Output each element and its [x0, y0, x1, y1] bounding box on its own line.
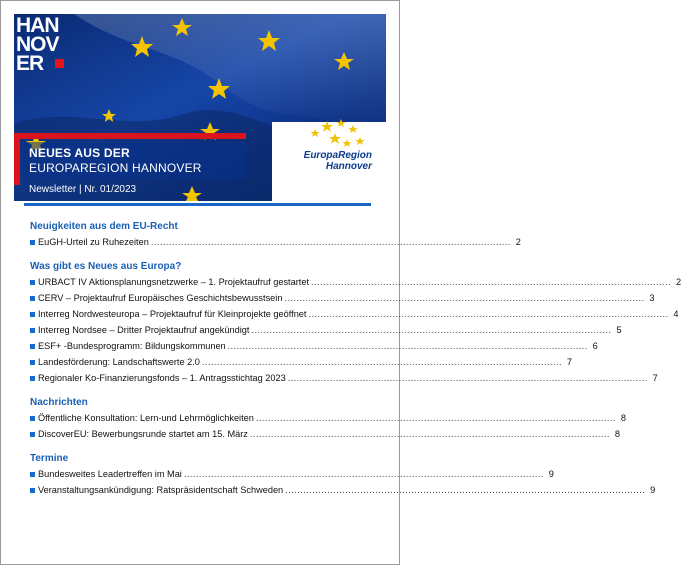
toc-entry[interactable] — [30, 410, 626, 426]
toc-entry[interactable] — [30, 234, 521, 250]
toc-entry-title: Interreg Nordwesteuropa – Projektaufruf für Kleinprojekte geöffnet — [38, 309, 307, 319]
toc-entry-page: 4 — [673, 309, 679, 319]
bullet-icon — [30, 360, 35, 365]
dot-leader: ........................................................................................................................ — [183, 469, 544, 479]
bullet-icon — [30, 312, 35, 317]
logo-line-2: NOV — [16, 33, 59, 56]
issue-bar — [14, 181, 246, 201]
toc-entry-page: 7 — [652, 373, 658, 383]
toc-entry[interactable] — [30, 290, 655, 306]
dot-leader: ........................................................................................................................ — [251, 325, 612, 335]
europaregion-logo-line-1: EuropaRegion — [303, 150, 372, 161]
dot-leader: ........................................................................................................................ — [255, 413, 616, 423]
dot-leader: ........................................................................................................................ — [227, 341, 588, 351]
dot-leader: ........................................................................................................................ — [308, 309, 669, 319]
toc-entry-page: 8 — [620, 413, 626, 423]
toc-entry-page: 9 — [548, 469, 554, 479]
toc-section-eu-recht — [30, 220, 521, 250]
section-title: Was gibt es Neues aus Europa? — [30, 261, 182, 272]
bullet-icon — [30, 296, 35, 301]
toc-entry-title: Öffentliche Konsultation: Lern-und Lehrmöglichkeiten — [38, 413, 254, 423]
toc-entry-page: 8 — [614, 429, 620, 439]
dot-leader: ........................................................................................................................ — [201, 357, 562, 367]
toc-entry-page: 5 — [616, 325, 622, 335]
toc-entry[interactable] — [30, 482, 656, 498]
toc-entry[interactable] — [30, 306, 679, 322]
bullet-icon — [30, 328, 35, 333]
dot-leader: ........................................................................................................................ — [285, 485, 646, 495]
toc-entry-page: 3 — [649, 293, 655, 303]
dot-leader: ........................................................................................................................ — [287, 373, 648, 383]
newsletter-title-line-2: EUROPAREGION HANNOVER — [29, 161, 202, 175]
table-of-contents — [30, 220, 681, 508]
toc-entry-page: 7 — [566, 357, 572, 367]
toc-entry[interactable] — [30, 322, 622, 338]
bullet-icon — [30, 472, 35, 477]
bullet-icon — [30, 488, 35, 493]
toc-entry-title: Regionaler Ko-Finanzierungsfonds – 1. Antragsstichtag 2023 — [38, 373, 286, 383]
newsletter-title-line-1: NEUES AUS DER — [29, 146, 130, 160]
toc-section-termine — [30, 452, 656, 498]
toc-entry[interactable] — [30, 274, 681, 290]
dot-leader: ........................................................................................................................ — [150, 237, 511, 247]
bullet-icon — [30, 240, 35, 245]
toc-entry-title: ESF+ -Bundesprogramm: Bildungskommunen — [38, 341, 226, 351]
bullet-icon — [30, 280, 35, 285]
toc-entry-title: CERV – Projektaufruf Europäisches Geschichtsbewusstsein — [38, 293, 283, 303]
toc-entry-title: Veranstaltungsankündigung: Ratspräsidentschaft Schweden — [38, 485, 284, 495]
section-title: Nachrichten — [30, 397, 88, 408]
toc-entry-title: URBACT IV Aktionsplanungsnetzwerke – 1. Projektaufruf gestartet — [38, 277, 309, 287]
toc-entry[interactable] — [30, 338, 598, 354]
section-title: Termine — [30, 453, 69, 464]
toc-entry[interactable] — [30, 354, 572, 370]
toc-entry-title: Landesförderung: Landschaftswerte 2.0 — [38, 357, 200, 367]
dot-leader: ........................................................................................................................ — [249, 429, 610, 439]
bullet-icon — [30, 432, 35, 437]
header-separator — [24, 203, 371, 206]
toc-entry[interactable] — [30, 370, 658, 386]
dot-leader: ........................................................................................................................ — [311, 277, 672, 287]
toc-entry[interactable] — [30, 466, 554, 482]
toc-entry-page: 6 — [592, 341, 598, 351]
logo-line-1: HAN — [16, 14, 59, 37]
toc-entry[interactable] — [30, 426, 620, 442]
toc-entry-page: 2 — [675, 277, 681, 287]
toc-entry-page: 2 — [515, 237, 521, 247]
red-accent-bar-vertical — [14, 133, 20, 185]
bullet-icon — [30, 376, 35, 381]
hannover-logo — [16, 16, 74, 82]
toc-entry-title: EuGH-Urteil zu Ruhezeiten — [38, 237, 149, 247]
europaregion-logo-text — [268, 150, 372, 172]
toc-section-nachrichten — [30, 396, 626, 442]
europaregion-logo-line-2: Hannover — [325, 161, 372, 172]
toc-entry-page: 9 — [650, 485, 656, 495]
toc-section-europa — [30, 260, 681, 386]
issue-label: Newsletter | Nr. 01/2023 — [29, 184, 137, 195]
toc-entry-title: Bundesweites Leadertreffen im Mai — [38, 469, 182, 479]
dot-leader: ........................................................................................................................ — [284, 293, 645, 303]
section-title: Neuigkeiten aus dem EU-Recht — [30, 221, 178, 232]
bullet-icon — [30, 416, 35, 421]
bullet-icon — [30, 344, 35, 349]
red-accent-bar — [14, 133, 246, 139]
logo-line-3: ER — [16, 52, 44, 75]
toc-entry-title: DiscoverEU: Bewerbungsrunde startet am 15. März — [38, 429, 248, 439]
logo-red-square-icon — [55, 59, 64, 68]
toc-entry-title: Interreg Nordsee – Dritter Projektaufruf angekündigt — [38, 325, 250, 335]
